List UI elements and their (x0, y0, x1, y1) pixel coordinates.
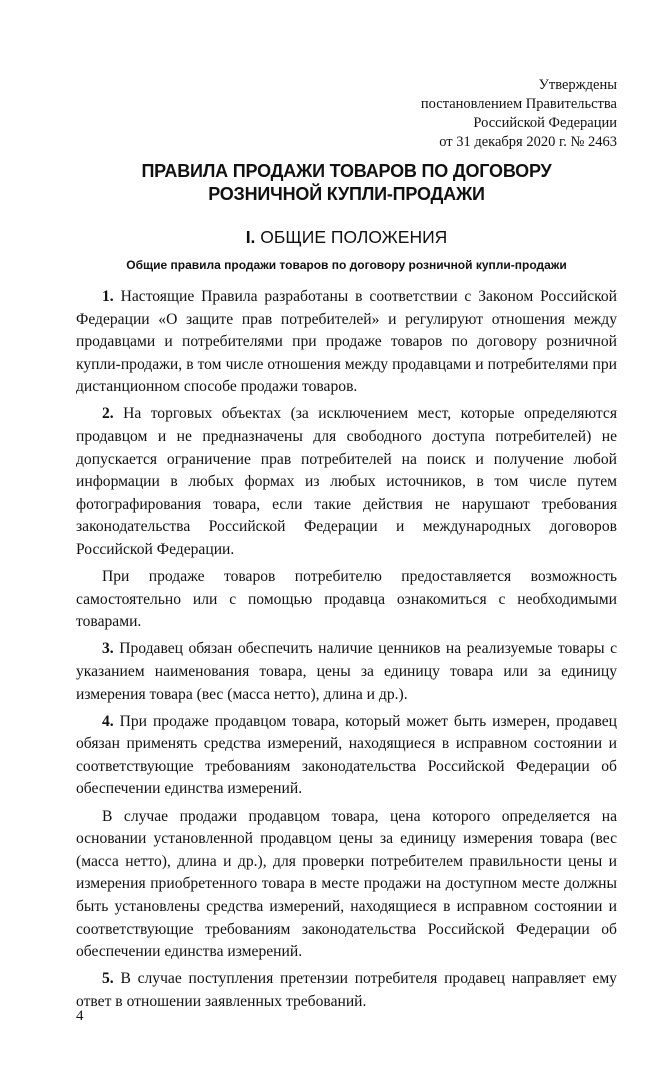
section-number: I. (245, 227, 256, 247)
paragraph-text: При продаже продавцом товара, который может быть измерен, продавец обязан применять средства измерений, находящиеся в исправном состоянии и соответствующие требованиям законодательства Российской Федерации об обеспечении единства измерений. (76, 712, 617, 798)
approval-block (421, 76, 617, 152)
paragraph (76, 968, 617, 1013)
approval-line: Утверждены (538, 77, 617, 93)
paragraph-number: 2. (102, 405, 114, 423)
section-heading (76, 226, 617, 248)
subsection-heading: Общие правила продажи товаров по договору розничной купли-продажи (126, 258, 567, 272)
paragraph (76, 566, 617, 634)
approval-line: Российской Федерации (473, 115, 617, 131)
section-name: ОБЩИЕ ПОЛОЖЕНИЯ (260, 227, 448, 247)
paragraph-number: 3. (102, 640, 114, 658)
paragraph-text: При продаже товаров потребителю предоставляется возможность самостоятельно или с помощью продавца ознакомиться с необходимыми товарами. (76, 568, 617, 631)
document-body (76, 286, 617, 1018)
title-line: РОЗНИЧНОЙ КУПЛИ-ПРОДАЖИ (208, 184, 485, 204)
paragraph (76, 638, 617, 706)
paragraph-number: 1. (102, 288, 114, 305)
paragraph-number: 5. (102, 970, 114, 988)
paragraph-text: В случае продажи продавцом товара, цена которого определяется на основании установленной продавцом цены за единицу измерения товара (вес (масса нетто), длина и др.), для проверки потребителем правильности цены и измерения приобретенного товара в месте продажи на доступном месте должны быть установлены средства измерений, находящиеся в исправном состоянии и соответствующие требованиям законодательства Российской Федерации об обеспечении единства измерений. (76, 807, 617, 961)
paragraph-number: 4. (102, 712, 114, 730)
paragraph (76, 806, 617, 964)
page-number: 4 (76, 1008, 84, 1024)
approval-line: постановлением Правительства (420, 96, 617, 112)
approval-line: от 31 декабря 2020 г. № 2463 (439, 134, 617, 150)
paragraph (76, 711, 617, 801)
document-title (76, 160, 617, 206)
title-line: ПРАВИЛА ПРОДАЖИ ТОВАРОВ ПО ДОГОВОРУ (141, 161, 552, 181)
paragraph-text: На торговых объектах (за исключением мест, которые определяются продавцом и не предназначены для свободного доступа потребителей) не допускается ограничение прав потребителей на поиск и получение любой информации в любых формах из любых источников, в том числе путем фотографирования товара, если такие действия не нарушают требования законодательства Российской Федерации и международных договоров Российской Федерации. (76, 405, 617, 559)
paragraph-text: Продавец обязан обеспечить наличие ценников на реализуемые товары с указанием наименования товара, цены за единицу товара или за единицу измерения товара (вес (масса нетто), длина и др.). (76, 640, 617, 703)
paragraph (76, 403, 617, 561)
paragraph (76, 286, 617, 399)
paragraph-text: В случае поступления претензии потребителя продавец направляет ему ответ в отношении заявленных требований. (76, 970, 617, 1010)
paragraph-text: Настоящие Правила разработаны в соответствии с Законом Российской Федерации «О защите прав потребителей» и регулируют отношения между продавцами и потребителями при продаже товаров по договору розничной купли-продажи, в том числе отношения между продавцами и потребителями при дистанционном способе продажи товаров. (76, 288, 617, 396)
